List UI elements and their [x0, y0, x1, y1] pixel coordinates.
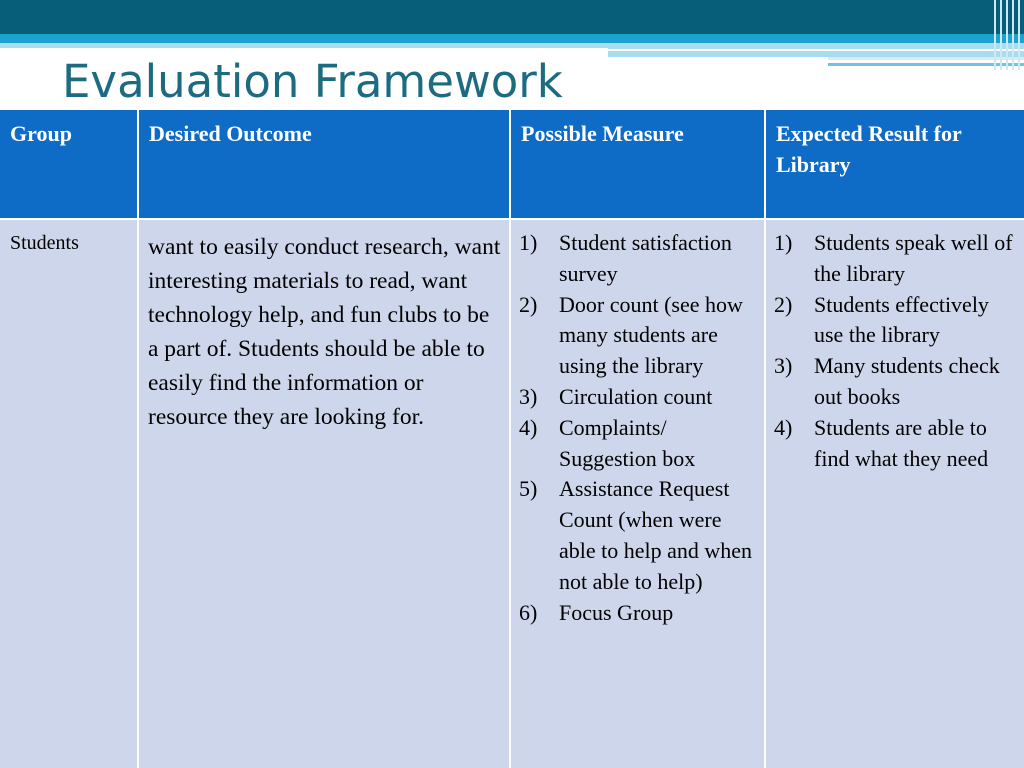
- list-item-text: Students speak well of the library: [814, 230, 1013, 286]
- corner-decoration: [990, 0, 1024, 70]
- list-item-text: Complaints/ Suggestion box: [559, 414, 696, 471]
- slide-title: Evaluation Framework: [62, 55, 563, 108]
- header-desired-outcome: Desired Outcome: [139, 110, 509, 218]
- top-band-light-left: [0, 43, 608, 48]
- list-marker: 5): [519, 476, 538, 502]
- header-group: Group: [0, 110, 137, 218]
- list-marker: 2): [519, 291, 538, 317]
- evaluation-table: [0, 110, 1024, 768]
- cell-expected-result: [766, 220, 1024, 768]
- list-item: [774, 413, 1016, 475]
- cell-desired-outcome: want to easily conduct research, want interesting materials to read, want technology help, and fun clubs to be a part of. Students should be able to easily find the information or resource they are looking for.: [139, 220, 509, 768]
- list-item: [774, 290, 1016, 352]
- list-marker: 3): [519, 383, 538, 409]
- cell-group: Students: [0, 220, 137, 768]
- list-item: [519, 598, 756, 629]
- list-item-text: Focus Group: [559, 599, 674, 625]
- header-expected-result: Expected Result for Library: [766, 110, 1024, 218]
- list-marker: 2): [774, 291, 793, 317]
- list-item-text: Student satisfaction survey: [559, 230, 732, 286]
- list-item: [774, 351, 1016, 413]
- list-item: [519, 382, 756, 413]
- top-band-white-line: [608, 49, 1024, 51]
- list-marker: 1): [519, 230, 538, 255]
- measure-list: [511, 220, 764, 628]
- list-item-text: Many students check out books: [814, 353, 1000, 409]
- top-band-mid: [0, 34, 1024, 43]
- top-band-dark: [0, 0, 1024, 34]
- list-item-text: Students are able to find what they need: [814, 414, 989, 471]
- header-possible-measure: Possible Measure: [511, 110, 764, 218]
- cell-possible-measure: [511, 220, 764, 768]
- list-item: [519, 413, 756, 475]
- list-marker: 4): [774, 414, 793, 440]
- list-item-text: Door count (see how many students are using the library: [559, 291, 743, 379]
- list-item: [519, 228, 756, 290]
- list-item: [774, 228, 1016, 290]
- list-item-text: Circulation count: [559, 383, 713, 409]
- result-list: [766, 220, 1024, 474]
- list-marker: 1): [774, 230, 793, 255]
- list-item: [519, 474, 756, 597]
- list-item-text: Students effectively use the library: [814, 291, 989, 348]
- list-marker: 4): [519, 414, 538, 440]
- list-item-text: Assistance Request Count (when were able to help and when not able to help): [559, 476, 753, 594]
- list-marker: 3): [774, 353, 793, 379]
- list-marker: 6): [519, 599, 538, 625]
- list-item: [519, 290, 756, 382]
